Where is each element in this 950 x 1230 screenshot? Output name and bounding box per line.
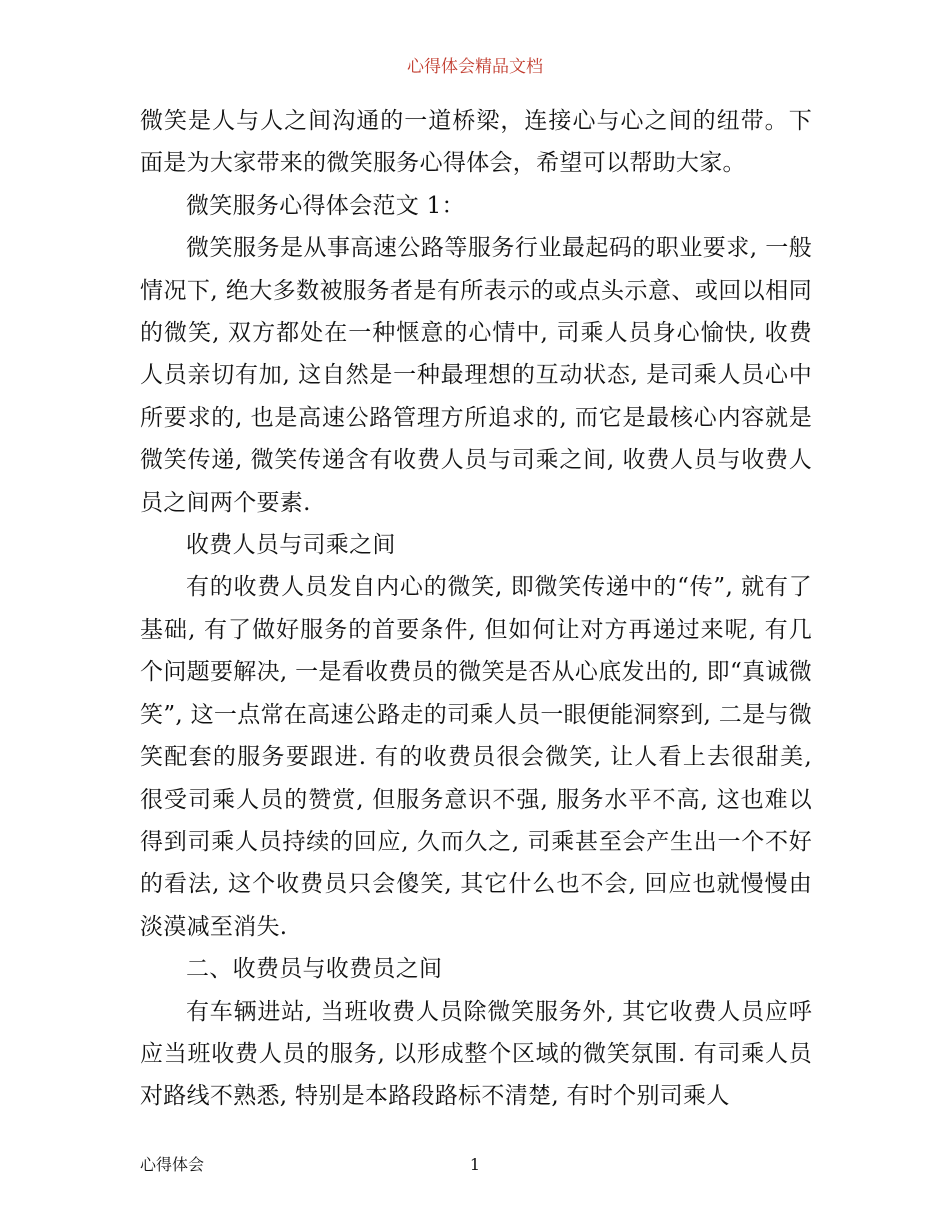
paragraph-body: 有车辆进站, 当班收费人员除微笑服务外, 其它收费人员应呼应当班收费人员的服务, 以形成整个区域的微笑氛围. 有司乘人员对路线不熟悉, 特别是本路段路标不清楚, 有时个别司乘人 <box>140 998 812 1110</box>
paragraph-body: 微笑服务是从事高速公路等服务行业最起码的职业要求, 一般情况下, 绝大多数被服务者是有所表示的或点头示意、或回以相同的微笑, 双方都处在一种惬意的心情中, 司乘人员身心愉快, 收费人员亲切有加, 这自然是一种最理想的互动状态, 是司乘人员心中所要求的, 也是高速公路管理方所追求的, 而它是最核心内容就是微笑传递, 微笑传递含有收费人员与司乘之间, 收费人员与收费人员之间两个要素. <box>140 235 812 516</box>
paragraph-heading-sample: 微笑服务心得体会范文 1： <box>186 192 465 219</box>
page-header: 心得体会精品文档 <box>407 57 543 77</box>
page-footer-label: 心得体会 <box>140 1155 205 1174</box>
paragraph-intro: 微笑是人与人之间沟通的一道桥梁，连接心与心之间的纽带。下面是为大家带来的微笑服务心得体会，希望可以帮助大家。 <box>140 108 812 177</box>
section-heading: 收费人员与司乘之间 <box>186 532 396 559</box>
section-heading: 二、收费员与收费员之间 <box>186 956 443 983</box>
page-number: 1 <box>469 1155 481 1174</box>
document-body <box>140 100 812 1118</box>
paragraph-body: 有的收费人员发自内心的微笑, 即微笑传递中的“传”, 就有了基础, 有了做好服务的首要条件, 但如何让对方再递过来呢, 有几个问题要解决, 一是看收费员的微笑是否从心底发出的, 即“真诚微笑”, 这一点常在高速公路走的司乘人员一眼便能洞察到, 二是与微笑配套的服务要跟进. 有的收费员很会微笑, 让人看上去很甜美, 很受司乘人员的赞赏, 但服务意识不强, 服务水平不高, 这也难以得到司乘人员持续的回应, 久而久之, 司乘甚至会产生出一个不好的看法, 这个收费员只会傻笑, 其它什么也不会, 回应也就慢慢由淡漠减至消失. <box>140 574 812 940</box>
